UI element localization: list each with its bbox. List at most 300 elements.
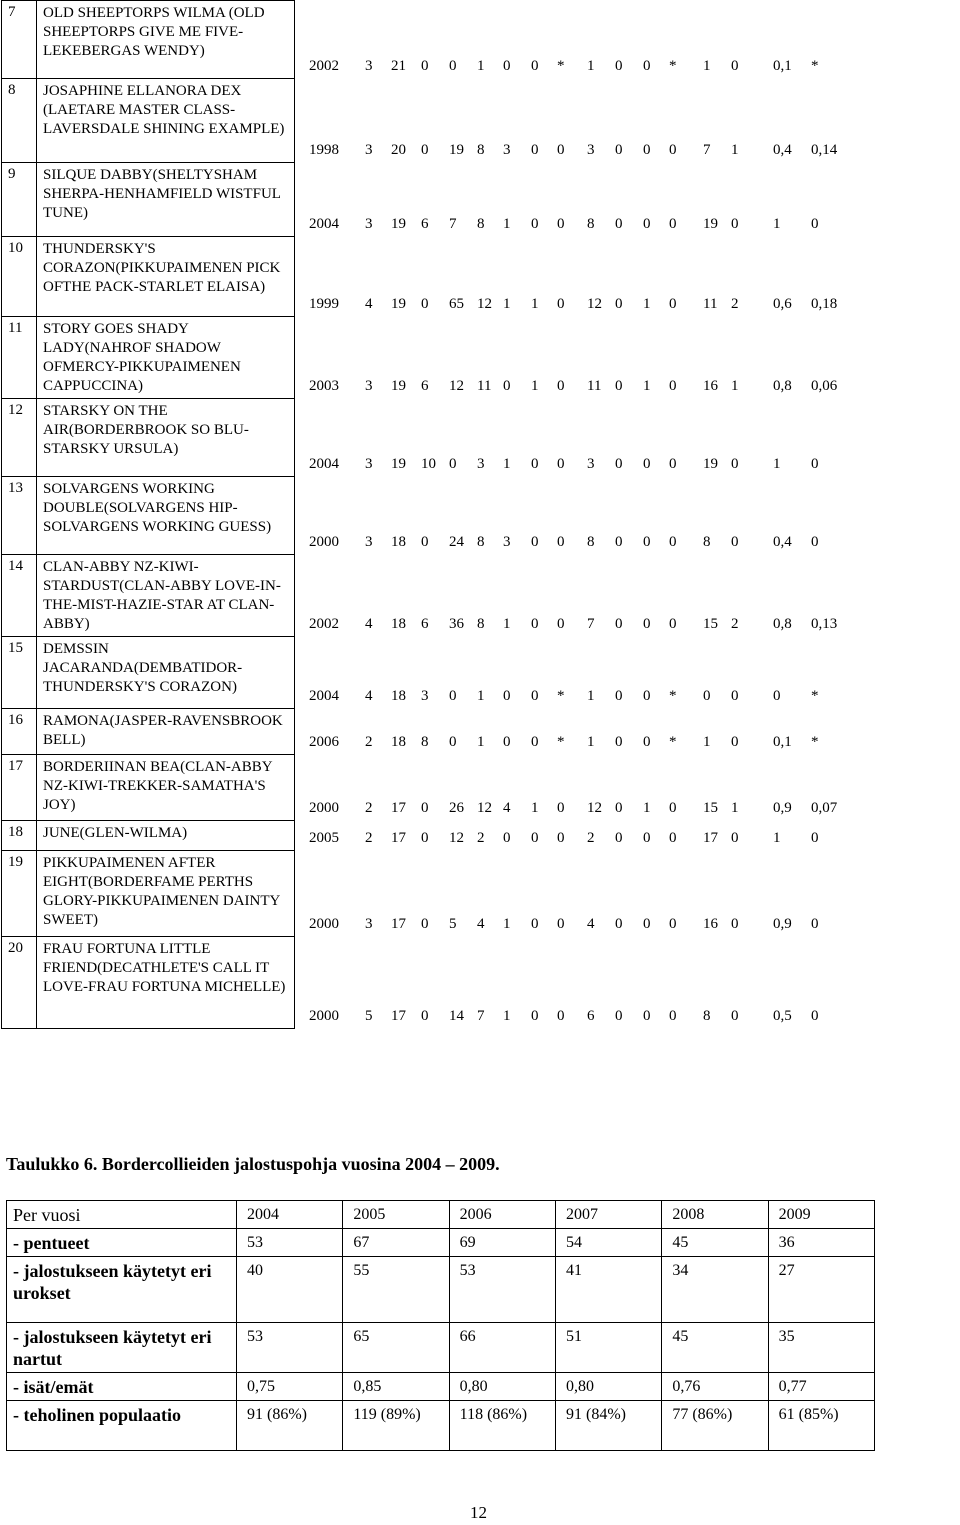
stat-value: 2002 xyxy=(309,57,339,74)
stat-value: 0 xyxy=(615,295,623,312)
stat-value: 0 xyxy=(503,829,511,846)
row-number: 18 xyxy=(2,821,37,851)
stat-value: 11 xyxy=(587,377,602,394)
stat-value: 0 xyxy=(421,141,429,158)
cell: 0,77 xyxy=(768,1373,874,1401)
stat-value: 14 xyxy=(449,1007,464,1024)
stat-value: 0 xyxy=(811,215,819,232)
stat-value: 0 xyxy=(643,455,651,472)
row-number: 14 xyxy=(2,555,37,637)
dog-stats xyxy=(295,937,959,1029)
stat-value: 0 xyxy=(643,733,651,750)
stat-value: 1 xyxy=(503,455,511,472)
stat-value: 18 xyxy=(391,533,406,550)
stat-value: 0 xyxy=(615,533,623,550)
stat-value: 6 xyxy=(587,1007,595,1024)
dog-row xyxy=(2,79,959,163)
stat-value: 12 xyxy=(477,295,492,312)
stat-value: 2 xyxy=(365,799,373,816)
stat-value: 0,9 xyxy=(773,799,792,816)
stat-value: 12 xyxy=(449,829,464,846)
stat-value: 0 xyxy=(615,615,623,632)
stat-value: 0,8 xyxy=(773,377,792,394)
stat-value: 0 xyxy=(731,733,739,750)
stat-value: 17 xyxy=(391,799,406,816)
stat-value: 1999 xyxy=(309,295,339,312)
stat-value: 0 xyxy=(615,733,623,750)
stat-value: 1 xyxy=(477,57,485,74)
stat-value: 2 xyxy=(365,829,373,846)
stat-value: 0 xyxy=(731,915,739,932)
stat-value: 8 xyxy=(477,533,485,550)
stat-value: 1 xyxy=(643,295,651,312)
stat-value: 0 xyxy=(531,1007,539,1024)
stat-value: 0 xyxy=(643,829,651,846)
stat-value: 0 xyxy=(449,687,457,704)
cell: 118 (86%) xyxy=(449,1401,555,1451)
stat-value: 3 xyxy=(477,455,485,472)
stat-value: 0,1 xyxy=(773,733,792,750)
stat-value: 4 xyxy=(587,915,595,932)
stat-value: 2000 xyxy=(309,915,339,932)
cell: 51 xyxy=(555,1323,661,1373)
stat-value: 0 xyxy=(615,377,623,394)
stat-value: 17 xyxy=(391,829,406,846)
stat-value: * xyxy=(557,687,565,704)
row-number: 12 xyxy=(2,399,37,477)
stat-value: * xyxy=(811,733,819,750)
dog-stats xyxy=(295,637,959,709)
dog-name: SOLVARGENS WORKING DOUBLE(SOLVARGENS HIP-SOLVARGENS WORKING GUESS) xyxy=(37,477,295,555)
stat-value: 3 xyxy=(365,915,373,932)
stat-value: 8 xyxy=(477,141,485,158)
stat-value: 0 xyxy=(669,377,677,394)
stat-value: 18 xyxy=(391,733,406,750)
dog-name: FRAU FORTUNA LITTLE FRIEND(DECATHLETE'S CALL IT LOVE-FRAU FORTUNA MICHELLE) xyxy=(37,937,295,1029)
dog-stats xyxy=(295,317,959,399)
stat-value: 65 xyxy=(449,295,464,312)
breeding-header-row xyxy=(7,1201,875,1229)
stat-value: 16 xyxy=(703,377,718,394)
stat-value: 19 xyxy=(391,455,406,472)
stat-value: 1 xyxy=(703,733,711,750)
dog-row xyxy=(2,755,959,821)
row-label: - isät/emät xyxy=(7,1373,237,1401)
dog-stats xyxy=(295,399,959,477)
stat-value: 7 xyxy=(449,215,457,232)
stat-value: 2004 xyxy=(309,455,339,472)
cell: 53 xyxy=(237,1323,343,1373)
row-number: 17 xyxy=(2,755,37,821)
stat-value: 8 xyxy=(587,533,595,550)
stat-value: 1 xyxy=(477,733,485,750)
stat-value: 3 xyxy=(421,687,429,704)
cell: 41 xyxy=(555,1257,661,1323)
dog-stats xyxy=(295,1,959,79)
stat-value: 19 xyxy=(391,377,406,394)
row-number: 15 xyxy=(2,637,37,709)
dog-stats xyxy=(295,755,959,821)
stat-value: 0 xyxy=(421,915,429,932)
stat-value: 0,5 xyxy=(773,1007,792,1024)
dog-stats xyxy=(295,555,959,637)
row-number: 16 xyxy=(2,709,37,755)
cell: 36 xyxy=(768,1229,874,1257)
cell: 66 xyxy=(449,1323,555,1373)
stat-value: 0 xyxy=(615,799,623,816)
dog-name: DEMSSIN JACARANDA(DEMBATIDOR-THUNDERSKY'S CORAZON) xyxy=(37,637,295,709)
breeding-row xyxy=(7,1373,875,1401)
stat-value: 0 xyxy=(421,1007,429,1024)
stat-value: 1 xyxy=(503,915,511,932)
stat-value: 15 xyxy=(703,615,718,632)
cell: 55 xyxy=(343,1257,449,1323)
stat-value: 0 xyxy=(669,215,677,232)
stat-value: 19 xyxy=(703,215,718,232)
stat-value: 0 xyxy=(643,215,651,232)
stat-value: 0 xyxy=(731,57,739,74)
stat-value: 0 xyxy=(669,915,677,932)
year-header: 2005 xyxy=(343,1201,449,1229)
year-header: 2004 xyxy=(237,1201,343,1229)
stat-value: 0 xyxy=(557,615,565,632)
stat-value: 0 xyxy=(615,1007,623,1024)
dog-row xyxy=(2,637,959,709)
stat-value: * xyxy=(811,57,819,74)
cell: 0,85 xyxy=(343,1373,449,1401)
stat-value: 1 xyxy=(731,377,739,394)
stat-value: 6 xyxy=(421,377,429,394)
stat-value: 0,06 xyxy=(811,377,838,394)
stat-value: 0 xyxy=(531,455,539,472)
dog-row xyxy=(2,163,959,237)
stat-value: 20 xyxy=(391,141,406,158)
cell: 34 xyxy=(662,1257,768,1323)
stat-value: 18 xyxy=(391,615,406,632)
stat-value: 8 xyxy=(703,533,711,550)
stat-value: 0 xyxy=(449,455,457,472)
stat-value: * xyxy=(811,687,819,704)
stat-value: 7 xyxy=(703,141,711,158)
dog-name: OLD SHEEPTORPS WILMA (OLD SHEEPTORPS GIVE ME FIVE-LEKEBERGAS WENDY) xyxy=(37,1,295,79)
stat-value: 0 xyxy=(811,533,819,550)
cell: 53 xyxy=(449,1257,555,1323)
stat-value: 0 xyxy=(773,687,781,704)
dog-stats xyxy=(295,237,959,317)
stat-value: 1 xyxy=(531,295,539,312)
stat-value: 0 xyxy=(731,533,739,550)
stat-value: 5 xyxy=(365,1007,373,1024)
stat-value: 1 xyxy=(503,1007,511,1024)
stat-value: 4 xyxy=(365,615,373,632)
stat-value: 0 xyxy=(731,829,739,846)
stat-value: 2000 xyxy=(309,1007,339,1024)
stat-value: 0 xyxy=(731,1007,739,1024)
stat-value: 0 xyxy=(731,215,739,232)
stat-value: 0,1 xyxy=(773,57,792,74)
stat-value: * xyxy=(669,687,677,704)
row-number: 20 xyxy=(2,937,37,1029)
dog-name: SILQUE DABBY(SHELTYSHAM SHERPA-HENHAMFIELD WISTFUL TUNE) xyxy=(37,163,295,237)
cell: 77 (86%) xyxy=(662,1401,768,1451)
stat-value: 0,18 xyxy=(811,295,838,312)
stat-value: 4 xyxy=(477,915,485,932)
stat-value: 0 xyxy=(703,687,711,704)
dog-stats xyxy=(295,79,959,163)
dog-stats xyxy=(295,709,959,755)
stat-value: 8 xyxy=(477,215,485,232)
cell: 69 xyxy=(449,1229,555,1257)
stat-value: 0 xyxy=(811,915,819,932)
stat-value: 3 xyxy=(365,215,373,232)
stat-value: 19 xyxy=(391,215,406,232)
stat-value: 3 xyxy=(503,533,511,550)
stat-value: 0,07 xyxy=(811,799,838,816)
stat-value: 10 xyxy=(421,455,436,472)
stat-value: 2004 xyxy=(309,215,339,232)
row-number: 19 xyxy=(2,851,37,937)
row-number: 9 xyxy=(2,163,37,237)
stat-value: 1 xyxy=(643,377,651,394)
stat-value: 0 xyxy=(531,141,539,158)
stat-value: 1 xyxy=(503,215,511,232)
stat-value: 2004 xyxy=(309,687,339,704)
dog-stats xyxy=(295,477,959,555)
stat-value: 0 xyxy=(669,829,677,846)
year-header: 2008 xyxy=(662,1201,768,1229)
breeding-row xyxy=(7,1229,875,1257)
stat-value: 12 xyxy=(587,799,602,816)
stat-value: 0 xyxy=(557,141,565,158)
stat-value: 0 xyxy=(503,687,511,704)
row-label: - pentueet xyxy=(7,1229,237,1257)
stat-value: 1 xyxy=(587,57,595,74)
stat-value: 1 xyxy=(503,615,511,632)
stat-value: 0 xyxy=(503,57,511,74)
dog-name: THUNDERSKY'S CORAZON(PIKKUPAIMENEN PICK OFTHE PACK-STARLET ELAISA) xyxy=(37,237,295,317)
stat-value: 0 xyxy=(531,533,539,550)
stat-value: 1 xyxy=(503,295,511,312)
stat-value: 0 xyxy=(557,1007,565,1024)
stat-value: 0 xyxy=(421,295,429,312)
stat-value: 2000 xyxy=(309,799,339,816)
stat-value: 0 xyxy=(643,141,651,158)
stat-value: 1998 xyxy=(309,141,339,158)
stat-value: 0 xyxy=(731,687,739,704)
stat-value: 0,6 xyxy=(773,295,792,312)
stat-value: 2005 xyxy=(309,829,339,846)
stat-value: 0 xyxy=(669,295,677,312)
stat-value: 0 xyxy=(449,733,457,750)
dog-row xyxy=(2,477,959,555)
stat-value: 2 xyxy=(477,829,485,846)
stat-value: 0 xyxy=(669,615,677,632)
year-header: 2007 xyxy=(555,1201,661,1229)
dog-stats xyxy=(295,163,959,237)
cell: 119 (89%) xyxy=(343,1401,449,1451)
dog-name: JOSAPHINE ELLANORA DEX (LAETARE MASTER CLASS-LAVERSDALE SHINING EXAMPLE) xyxy=(37,79,295,163)
cell: 45 xyxy=(662,1323,768,1373)
stat-value: 0 xyxy=(557,799,565,816)
stat-value: 11 xyxy=(703,295,718,312)
stat-value: 3 xyxy=(587,141,595,158)
dog-row xyxy=(2,237,959,317)
stat-value: 3 xyxy=(365,377,373,394)
stat-value: 3 xyxy=(365,455,373,472)
stat-value: 12 xyxy=(587,295,602,312)
stat-value: 0 xyxy=(531,829,539,846)
row-number: 8 xyxy=(2,79,37,163)
dog-row xyxy=(2,1,959,79)
stat-value: 0 xyxy=(669,1007,677,1024)
stat-value: 15 xyxy=(703,799,718,816)
table-caption: Taulukko 6. Bordercollieiden jalostuspohja vuosina 2004 – 2009. xyxy=(6,1154,500,1174)
stat-value: 0 xyxy=(615,57,623,74)
breeding-row xyxy=(7,1257,875,1323)
stat-value: 0 xyxy=(643,915,651,932)
cell: 65 xyxy=(343,1323,449,1373)
stat-value: 1 xyxy=(731,141,739,158)
stat-value: 24 xyxy=(449,533,464,550)
stat-value: 0 xyxy=(615,215,623,232)
stat-value: 0,13 xyxy=(811,615,838,632)
stat-value: 0,4 xyxy=(773,141,792,158)
stat-value: 4 xyxy=(503,799,511,816)
row-number: 10 xyxy=(2,237,37,317)
stat-value: 17 xyxy=(391,1007,406,1024)
stat-value: 6 xyxy=(421,615,429,632)
stat-value: 0 xyxy=(531,687,539,704)
stat-value: 6 xyxy=(421,215,429,232)
stat-value: 0 xyxy=(557,533,565,550)
stat-value: 0 xyxy=(669,141,677,158)
stat-value: 16 xyxy=(703,915,718,932)
breeding-row xyxy=(7,1323,875,1373)
stat-value: 2000 xyxy=(309,533,339,550)
stat-value: 1 xyxy=(587,687,595,704)
stat-value: 4 xyxy=(365,295,373,312)
stat-value: 0 xyxy=(669,533,677,550)
stat-value: 8 xyxy=(421,733,429,750)
stat-value: 0 xyxy=(643,615,651,632)
dog-name: BORDERIINAN BEA(CLAN-ABBY NZ-KIWI-TREKKER-SAMATHA'S JOY) xyxy=(37,755,295,821)
dog-stats xyxy=(295,851,959,937)
stat-value: 0 xyxy=(811,455,819,472)
breeding-base-table xyxy=(6,1200,875,1451)
dog-name: JUNE(GLEN-WILMA) xyxy=(37,821,295,851)
stat-value: 17 xyxy=(703,829,718,846)
stat-value: 3 xyxy=(365,57,373,74)
row-number: 13 xyxy=(2,477,37,555)
dog-row xyxy=(2,709,959,755)
stat-value: 19 xyxy=(449,141,464,158)
cell: 53 xyxy=(237,1229,343,1257)
stat-value: 0 xyxy=(615,915,623,932)
dog-name: STARSKY ON THE AIR(BORDERBROOK SO BLU-STARSKY URSULA) xyxy=(37,399,295,477)
stat-value: 1 xyxy=(531,377,539,394)
stat-value: 1 xyxy=(531,799,539,816)
dog-name: CLAN-ABBY NZ-KIWI-STARDUST(CLAN-ABBY LOVE-IN-THE-MIST-HAZIE-STAR AT CLAN-ABBY) xyxy=(37,555,295,637)
stat-value: 0 xyxy=(615,687,623,704)
stat-value: 1 xyxy=(773,829,781,846)
cell: 91 (86%) xyxy=(237,1401,343,1451)
stat-value: 0 xyxy=(421,533,429,550)
cell: 0,76 xyxy=(662,1373,768,1401)
header-label: Per vuosi xyxy=(7,1201,237,1229)
stat-value: 0 xyxy=(421,57,429,74)
stat-value: 36 xyxy=(449,615,464,632)
cell: 35 xyxy=(768,1323,874,1373)
stat-value: 8 xyxy=(587,215,595,232)
stat-value: 19 xyxy=(391,295,406,312)
stat-value: 0 xyxy=(731,455,739,472)
stat-value: * xyxy=(669,57,677,74)
stat-value: 0 xyxy=(531,215,539,232)
stat-value: 0 xyxy=(557,215,565,232)
stat-value: * xyxy=(557,733,565,750)
stat-value: 0 xyxy=(421,829,429,846)
dog-name: STORY GOES SHADY LADY(NAHROF SHADOW OFMERCY-PIKKUPAIMENEN CAPPUCCINA) xyxy=(37,317,295,399)
stat-value: 0 xyxy=(531,57,539,74)
row-label: - jalostukseen käytetyt eri nartut xyxy=(7,1323,237,1373)
cell: 67 xyxy=(343,1229,449,1257)
stat-value: 0 xyxy=(557,295,565,312)
stat-value: 18 xyxy=(391,687,406,704)
stat-value: 3 xyxy=(503,141,511,158)
page-number: 12 xyxy=(470,1503,487,1522)
stat-value: 0 xyxy=(643,57,651,74)
stat-value: 1 xyxy=(643,799,651,816)
stat-value: 0 xyxy=(531,733,539,750)
dog-row xyxy=(2,555,959,637)
stat-value: 0 xyxy=(503,377,511,394)
stat-value: 0 xyxy=(503,733,511,750)
stat-value: 1 xyxy=(587,733,595,750)
stat-value: 5 xyxy=(449,915,457,932)
stat-value: 0 xyxy=(669,455,677,472)
stat-value: 8 xyxy=(703,1007,711,1024)
dog-stats-table xyxy=(1,0,959,1029)
stat-value: 3 xyxy=(365,533,373,550)
dog-row xyxy=(2,821,959,851)
stat-value: 0,8 xyxy=(773,615,792,632)
stat-value: 17 xyxy=(391,915,406,932)
stat-value: 1 xyxy=(703,57,711,74)
stat-value: 19 xyxy=(703,455,718,472)
cell: 61 (85%) xyxy=(768,1401,874,1451)
stat-value: 1 xyxy=(773,215,781,232)
stat-value: 0 xyxy=(449,57,457,74)
stat-value: 7 xyxy=(587,615,595,632)
stat-value: 1 xyxy=(773,455,781,472)
dog-row xyxy=(2,937,959,1029)
stat-value: 2 xyxy=(731,615,739,632)
stat-value: 2003 xyxy=(309,377,339,394)
cell: 40 xyxy=(237,1257,343,1323)
stat-value: 1 xyxy=(477,687,485,704)
cell: 54 xyxy=(555,1229,661,1257)
stat-value: 0 xyxy=(557,915,565,932)
stat-value: 3 xyxy=(587,455,595,472)
stat-value: 0 xyxy=(643,687,651,704)
year-header: 2006 xyxy=(449,1201,555,1229)
row-label: - jalostukseen käytetyt eri urokset xyxy=(7,1257,237,1323)
stat-value: 0 xyxy=(557,829,565,846)
stat-value: 26 xyxy=(449,799,464,816)
dog-row xyxy=(2,317,959,399)
stat-value: 2006 xyxy=(309,733,339,750)
stat-value: 0,4 xyxy=(773,533,792,550)
